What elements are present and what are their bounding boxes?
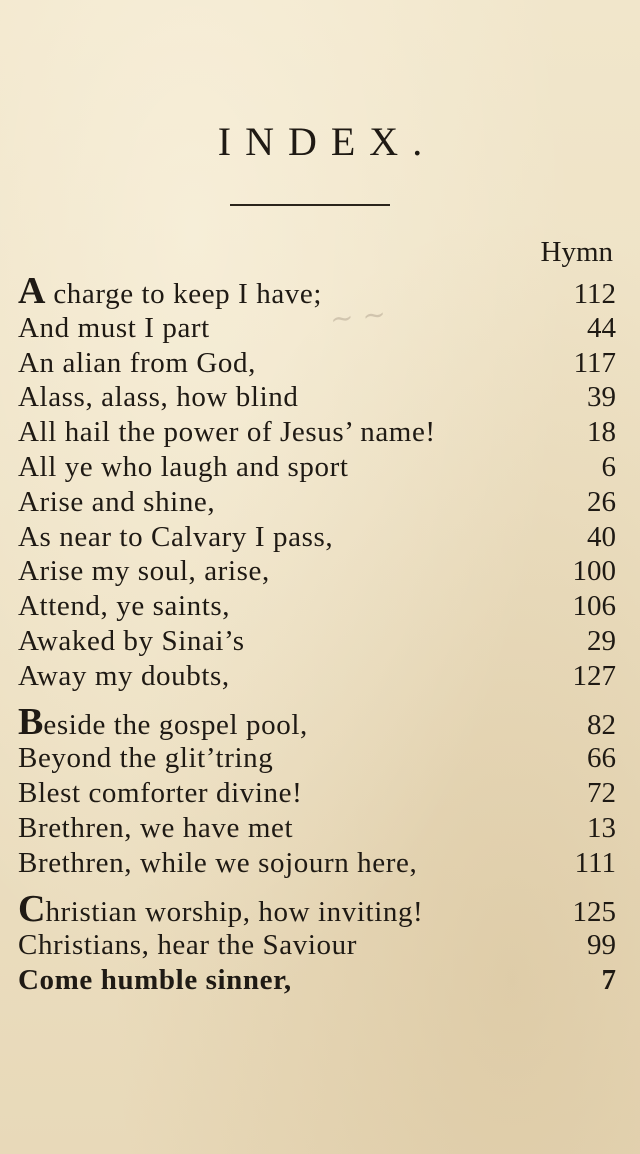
hymn-number: 40 — [587, 520, 616, 553]
entry-text: Attend, ye saints, — [18, 590, 231, 623]
hymn-number: 72 — [587, 777, 616, 810]
drop-cap-c: C — [18, 887, 46, 930]
entry-text: eside the gospel pool, — [43, 708, 308, 741]
entry-text: An alian from God, — [18, 346, 256, 379]
hymn-number: 99 — [587, 929, 616, 962]
index-entry — [18, 624, 616, 659]
index-entry — [18, 346, 616, 381]
hymn-number: 125 — [572, 895, 616, 928]
hymn-number: 39 — [587, 381, 616, 414]
entry-text: charge to keep I have; — [53, 278, 323, 310]
entry-text: hristian worship, how inviting! — [45, 895, 424, 928]
index-entry — [18, 776, 616, 811]
hymn-number: 13 — [587, 811, 616, 844]
hymn-number: 100 — [572, 555, 616, 588]
entry-text: Awaked by Sinai’s — [18, 624, 245, 657]
entry-text: Beyond the glit’tring — [18, 742, 274, 775]
page-title: INDEX. — [217, 119, 437, 164]
index-entry — [18, 520, 616, 555]
hymn-number: 26 — [587, 485, 616, 518]
index-entry — [18, 741, 616, 776]
index-entry — [18, 846, 616, 881]
title-rule — [230, 204, 390, 206]
hymn-number: 18 — [587, 416, 616, 449]
entry-text: Brethren, we have met — [18, 811, 294, 844]
index-entry — [18, 450, 616, 485]
entry-text: Christians, hear the Saviour — [18, 929, 357, 962]
hymn-number: 117 — [573, 346, 616, 379]
ink-bleed-through: ~ ~ — [328, 297, 388, 336]
hymn-number: 66 — [587, 742, 616, 775]
index-entry — [18, 554, 616, 589]
entry-text: And must I part — [18, 311, 210, 344]
entry-text: Come humble sinner, — [18, 964, 292, 997]
entry-text: Arise my soul, arise, — [18, 555, 270, 588]
hymn-number: 106 — [572, 590, 616, 623]
hymn-number: 29 — [587, 624, 616, 657]
hymn-number: 82 — [587, 708, 616, 741]
index-entry — [18, 270, 616, 312]
index-entry — [18, 415, 616, 450]
hymn-number: 127 — [572, 659, 616, 692]
entry-text: Blest comforter divine! — [18, 777, 303, 810]
hymn-number: 111 — [574, 846, 616, 879]
drop-cap-a: A — [18, 270, 46, 312]
index-entry — [18, 811, 616, 846]
index-entry — [18, 380, 616, 415]
entry-text: Brethren, while we sojourn here, — [18, 846, 418, 879]
index-entry — [18, 928, 616, 963]
index-entry — [18, 311, 616, 346]
hymn-number: 112 — [573, 278, 616, 310]
entry-text: Alass, alass, how blind — [18, 381, 299, 414]
index-entry — [18, 963, 616, 998]
entry-text: Away my doubts, — [18, 659, 230, 692]
index-entry — [18, 700, 616, 743]
index-entry — [18, 485, 616, 520]
entry-text: All ye who laugh and sport — [18, 450, 349, 483]
entry-text: As near to Calvary I pass, — [18, 520, 334, 553]
index-entry — [18, 589, 616, 624]
hymn-number: 7 — [601, 964, 616, 997]
entry-text: Arise and shine, — [18, 485, 216, 518]
drop-cap-b: B — [18, 700, 44, 743]
index-entry — [18, 887, 616, 930]
section-gap — [18, 881, 616, 894]
hymn-number: 6 — [601, 450, 616, 483]
index-list — [18, 270, 616, 998]
entry-text: All hail the power of Jesus’ name! — [18, 416, 436, 449]
column-header-hymn: Hymn — [540, 236, 613, 268]
index-entry — [18, 659, 616, 694]
hymn-number: 44 — [587, 311, 616, 344]
section-gap — [18, 694, 616, 707]
